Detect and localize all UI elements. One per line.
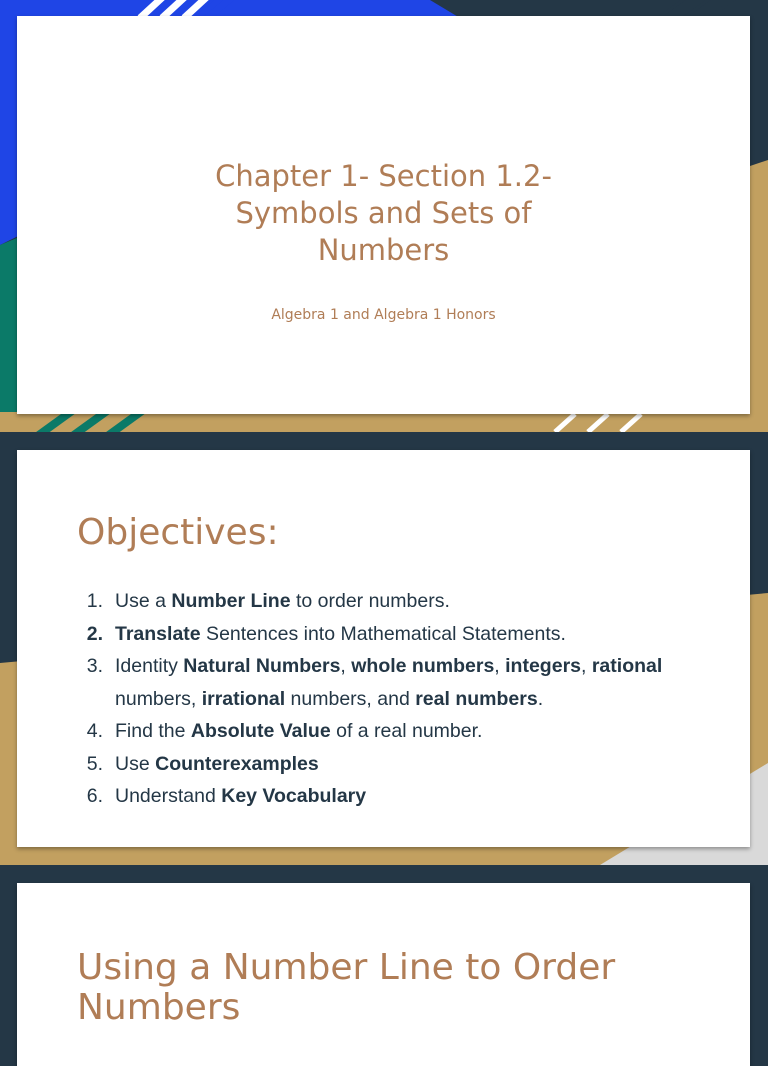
slide-heading — [77, 948, 615, 1028]
objective-text: Use — [115, 752, 156, 775]
objective-item — [77, 748, 707, 781]
number-line-card — [17, 883, 750, 1066]
slide-title — [17, 158, 750, 269]
objective-text: , — [581, 655, 592, 677]
objective-number: 5. — [86, 752, 103, 775]
title-card — [17, 16, 750, 414]
objective-keyword: real numbers — [415, 687, 538, 710]
slide-heading-line: Numbers — [77, 987, 241, 1028]
slide-subtitle: Algebra 1 and Algebra 1 Honors — [271, 307, 496, 323]
objective-keyword: Translate — [115, 622, 201, 645]
objective-number: 4. — [86, 720, 103, 742]
objective-keyword: Absolute Value — [190, 720, 331, 742]
slide-heading: Objectives: — [77, 512, 279, 553]
objective-text: numbers, — [115, 687, 202, 710]
objective-text: Sentences into Mathematical Statements. — [200, 622, 566, 645]
objective-keyword: Number Line — [171, 590, 291, 612]
objective-number: 1. — [86, 590, 103, 612]
objectives-list — [77, 585, 707, 813]
slide-title-line: Numbers — [317, 233, 450, 267]
objective-keyword: Key Vocabulary — [221, 785, 367, 807]
objective-item — [77, 650, 707, 715]
objective-keyword: whole numbers — [351, 655, 495, 677]
objective-item — [77, 585, 707, 618]
objective-text: numbers, and — [285, 687, 416, 710]
objective-text: to order numbers. — [290, 590, 450, 612]
objective-keyword: Natural Numbers — [183, 655, 341, 677]
objective-number: 2. — [86, 622, 103, 645]
objective-text: Identity — [115, 655, 184, 677]
objective-text: of a real number. — [330, 720, 483, 742]
objective-keyword: rational — [591, 655, 663, 677]
title-slide — [0, 0, 768, 432]
objective-text: Find the — [115, 720, 191, 742]
objective-text: Understand — [115, 785, 222, 807]
objective-text: Use a — [115, 590, 172, 612]
objective-number: 3. — [86, 655, 103, 677]
slide-title-line: Symbols and Sets of — [235, 196, 532, 230]
objective-keyword: Counterexamples — [155, 752, 319, 775]
objective-text: , — [340, 655, 352, 677]
objective-number: 6. — [86, 785, 103, 807]
objectives-card — [17, 450, 750, 847]
objective-text: , — [494, 655, 506, 677]
objective-keyword: integers — [505, 655, 581, 677]
number-line-slide — [0, 866, 768, 1066]
objective-text: . — [537, 687, 544, 710]
objectives-slide — [0, 433, 768, 865]
objective-item — [77, 618, 707, 651]
slide-heading-line: Using a Number Line to Order — [77, 947, 616, 988]
objective-keyword: irrational — [201, 687, 286, 710]
slide-title-line: Chapter 1- Section 1.2- — [215, 159, 552, 193]
objective-item — [77, 780, 707, 813]
objective-item — [77, 715, 707, 748]
